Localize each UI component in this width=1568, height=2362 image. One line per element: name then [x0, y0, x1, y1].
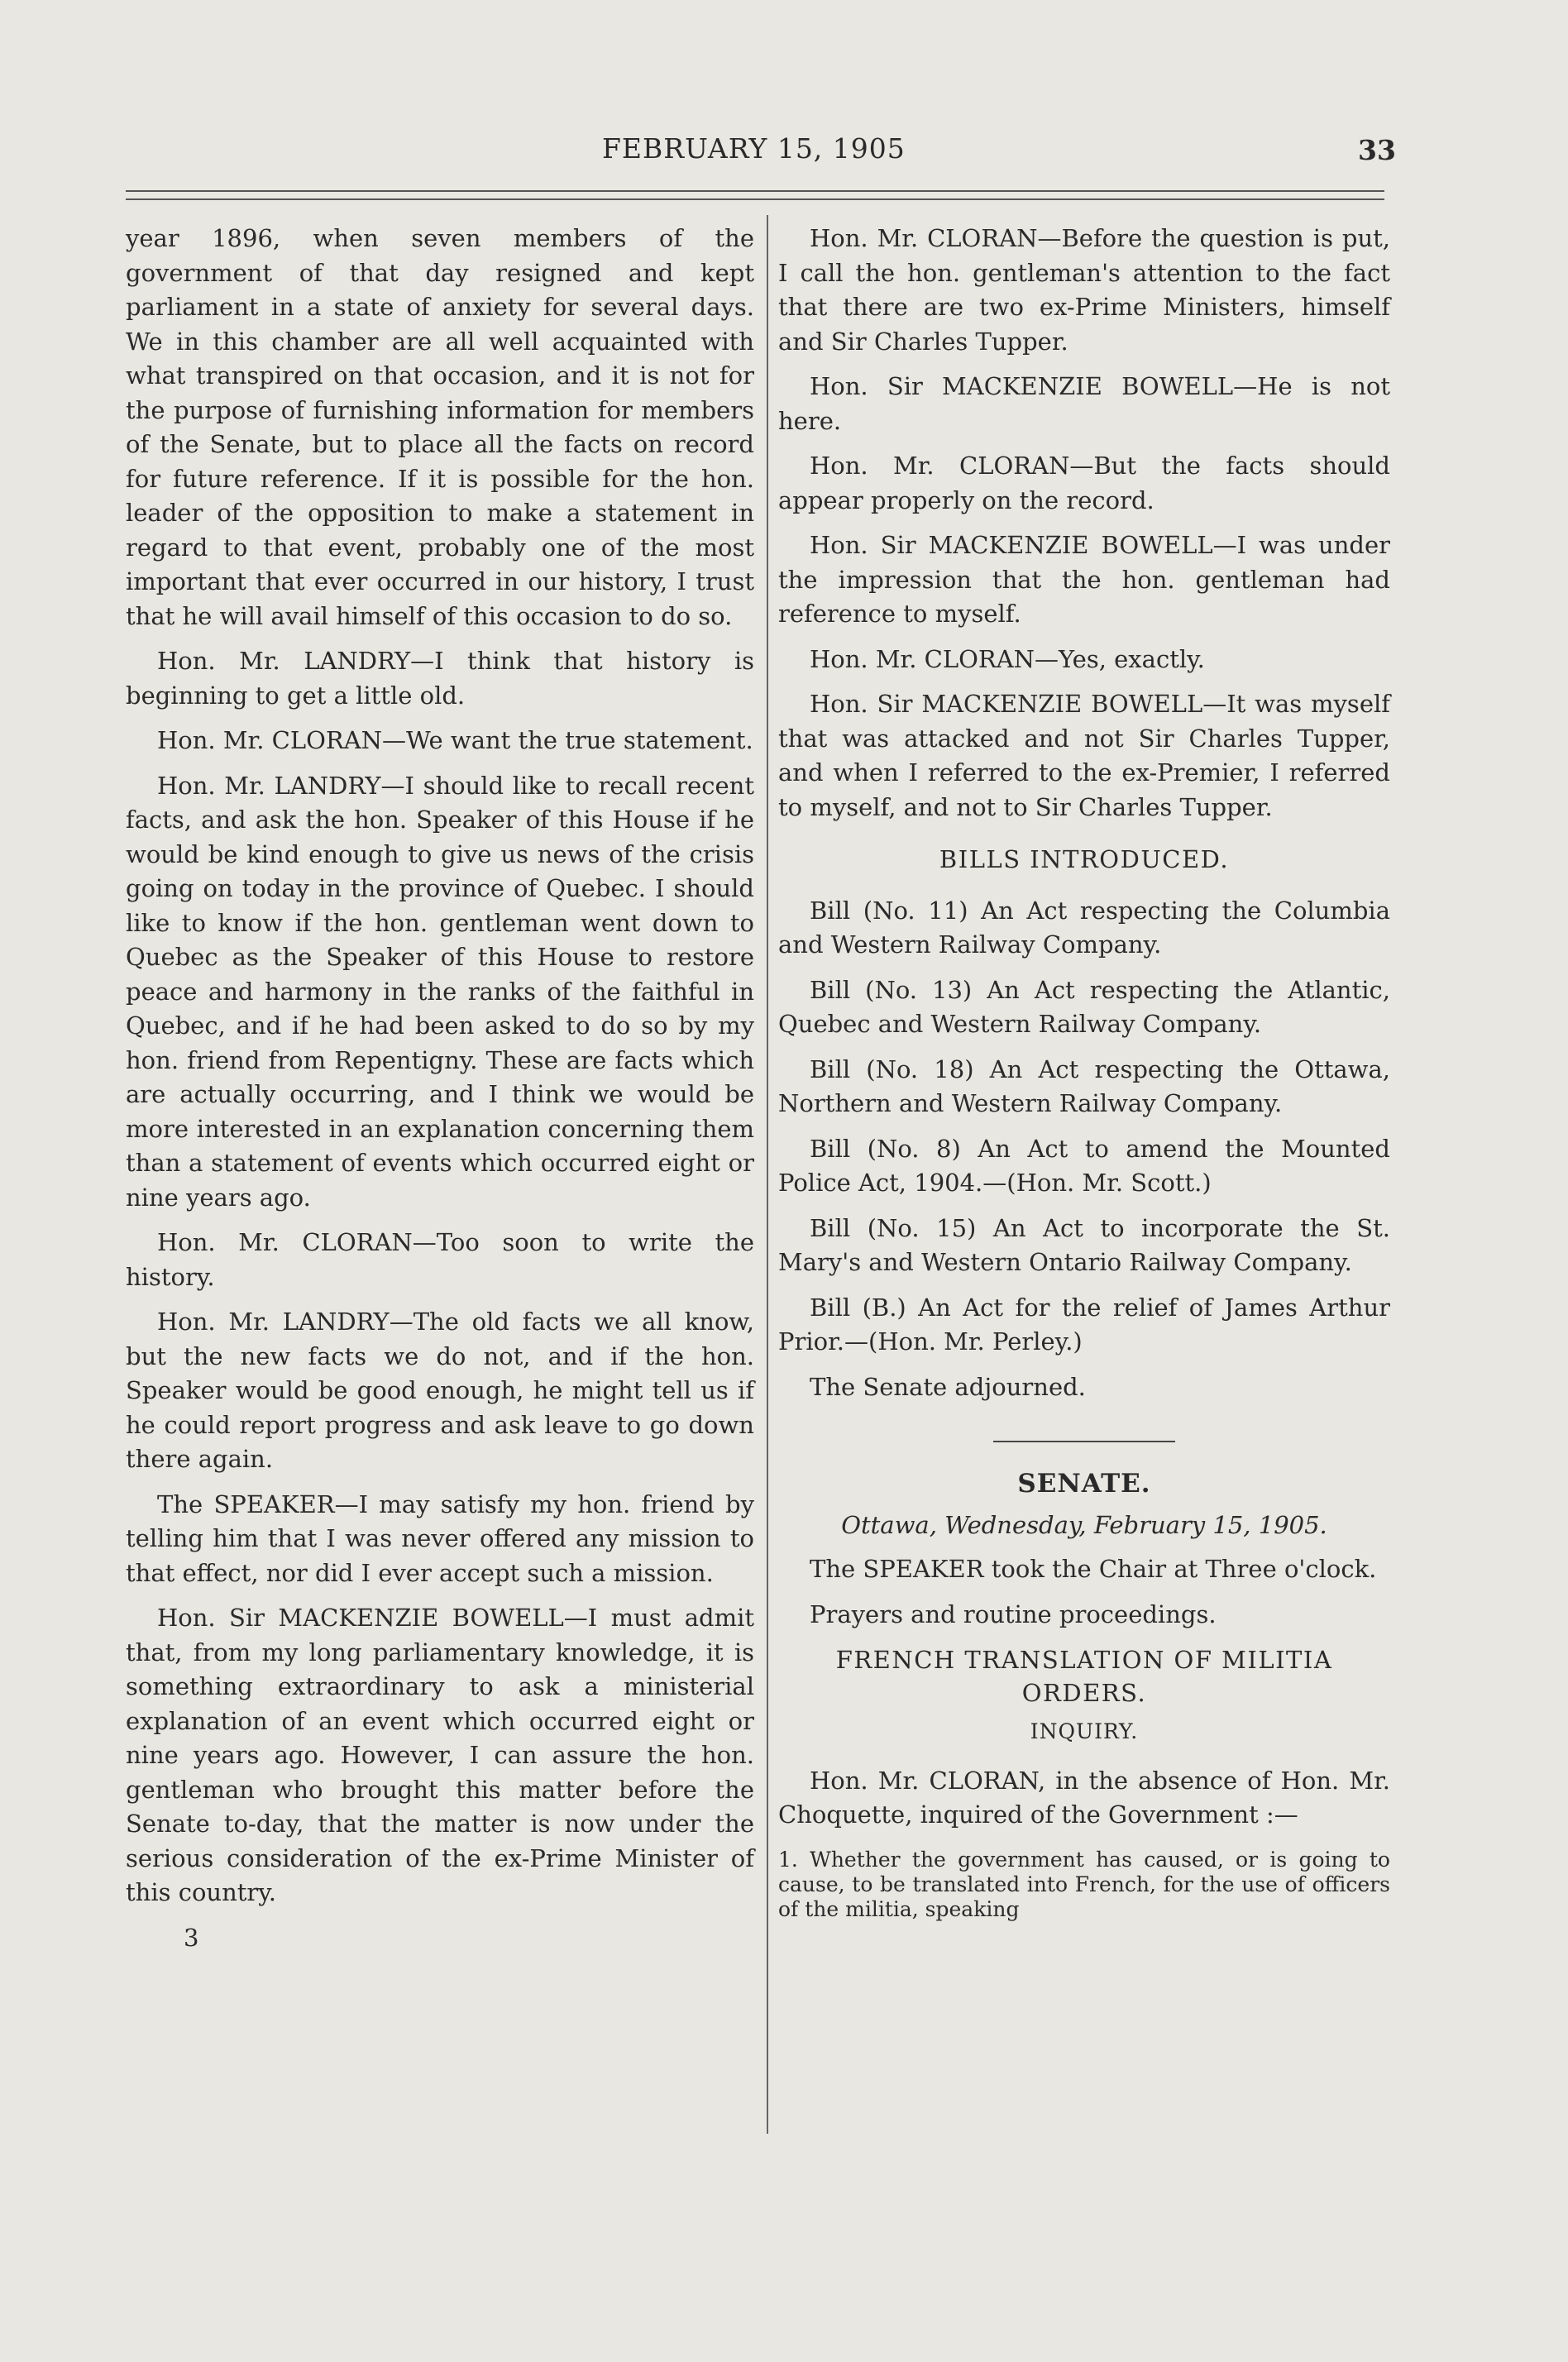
paragraph: year 1896, when seven members of the government of that day resigned and kept parliament in a state of anxiety for several days. We in this chamber are all well acquainted with what transpired on that occasion, and it is not for the purpose of furnishing information for members of the Senate, but to place all the facts on record for future reference. If it is possible for the hon. leader of the opposition to make a statement in regard to that event, probably one of the most important that ever occurred in our history, I trust that he will avail himself of this occasion to do so.	[126, 224, 754, 630]
left-column	[126, 222, 754, 1955]
bill-entry: Bill (No. 13) An Act respecting the Atlantic, Quebec and Western Railway Company.	[778, 975, 1390, 1038]
french-translation-heading: FRENCH TRANSLATION OF MILITIA ORDERS.	[835, 1646, 1333, 1707]
running-title: FEBRUARY 15, 1905	[602, 132, 906, 165]
paragraph: Hon. Mr. LANDRY—I think that history is beginning to get a little old.	[126, 647, 754, 710]
paragraph: Hon. Mr. LANDRY—I should like to recall recent facts, and ask the hon. Speaker of this House if he would be kind enough to give us news of the crisis going on today in the province of Quebec. I should like to know if the hon. gentleman went down to Quebec as the Speaker of this House to restore peace and harmony in the ranks of the faithful in Quebec, and if he had been asked to do so by my hon. friend from Repentigny. These are facts which are actually occurring, and I think we would be more interested in an explanation concerning them than a statement of events which occurred eight or nine years ago.	[126, 771, 754, 1212]
paragraph: The SPEAKER—I may satisfy my hon. friend by telling him that I was never offered any mission to that effect, nor did I ever accept such a mission.	[126, 1489, 754, 1587]
paragraph: Hon. Sir MACKENZIE BOWELL—He is not here.	[778, 372, 1390, 435]
signature-mark: 3	[184, 1923, 199, 1952]
paragraph: Hon. Sir MACKENZIE BOWELL—I was under the impression that the hon. gentleman had reference to myself.	[778, 531, 1390, 628]
paragraph: Prayers and routine proceedings.	[810, 1599, 1217, 1628]
bill-entry: Bill (No. 18) An Act respecting the Ottawa, Northern and Western Railway Company.	[778, 1054, 1390, 1117]
dateline: Ottawa, Wednesday, February 15, 1905.	[841, 1510, 1327, 1539]
paragraph: Hon. Mr. CLORAN—Before the question is put, I call the hon. gentleman's attention to the fact that there are two ex-Prime Ministers, himself and Sir Charles Tupper.	[778, 224, 1390, 356]
header-rule-lower	[126, 198, 1384, 200]
paragraph: The SPEAKER took the Chair at Three o'clock.	[810, 1555, 1377, 1583]
paragraph: Hon. Sir MACKENZIE BOWELL—I must admit that, from my long parliamentary knowledge, it is something extraordinary to ask a ministerial explanation of an event which occurred eight or nine years ago. However, I can assure the hon. gentleman who brought this matter before the Senate to-day, that the matter is now under the serious consideration of the ex-Prime Minister of this country.	[126, 1604, 754, 1906]
adjourned-line: The Senate adjourned.	[810, 1372, 1086, 1401]
section-rule	[993, 1441, 1175, 1442]
paragraph: Hon. Sir MACKENZIE BOWELL—It was myself that was attacked and not Sir Charles Tupper, and when I referred to the ex-Premier, I referred to myself, and not to Sir Charles Tupper.	[778, 690, 1390, 821]
bill-entry: Bill (B.) An Act for the relief of James Arthur Prior.—(Hon. Mr. Perley.)	[778, 1293, 1390, 1356]
question-item: 1. Whether the government has caused, or is going to cause, to be translated into French, for the use of officers of the militia, speaking	[778, 1847, 1390, 1921]
running-header	[0, 132, 1568, 169]
bills-heading: BILLS INTRODUCED.	[939, 845, 1230, 873]
bill-entry: Bill (No. 11) An Act respecting the Columbia and Western Railway Company.	[778, 896, 1390, 959]
inquiry-label: INQUIRY.	[1030, 1719, 1139, 1743]
senate-title: SENATE.	[1017, 1469, 1151, 1499]
header-rule-upper	[126, 190, 1384, 192]
paragraph: Hon. Mr. CLORAN—But the facts should appear properly on the record.	[778, 452, 1390, 514]
paragraph: Hon. Mr. CLORAN—We want the true statement.	[157, 726, 753, 754]
column-divider	[767, 215, 768, 2134]
paragraph: Hon. Mr. CLORAN—Too soon to write the history.	[126, 1228, 754, 1291]
bill-entry: Bill (No. 8) An Act to amend the Mounted Police Act, 1904.—(Hon. Mr. Scott.)	[778, 1134, 1390, 1197]
page-number: 33	[1358, 134, 1396, 166]
right-column	[778, 222, 1390, 1933]
paragraph: Hon. Mr. CLORAN—Yes, exactly.	[810, 644, 1205, 673]
paragraph: Hon. Mr. LANDRY—The old facts we all know, but the new facts we do not, and if the hon. Speaker would be good enough, he might tell us if he could report progress and ask leave to go down there again.	[126, 1308, 754, 1473]
paragraph: Hon. Mr. CLORAN, in the absence of Hon. Mr. Choquette, inquired of the Government :—	[778, 1766, 1390, 1829]
bill-entry: Bill (No. 15) An Act to incorporate the St. Mary's and Western Ontario Railway Company.	[778, 1213, 1390, 1276]
